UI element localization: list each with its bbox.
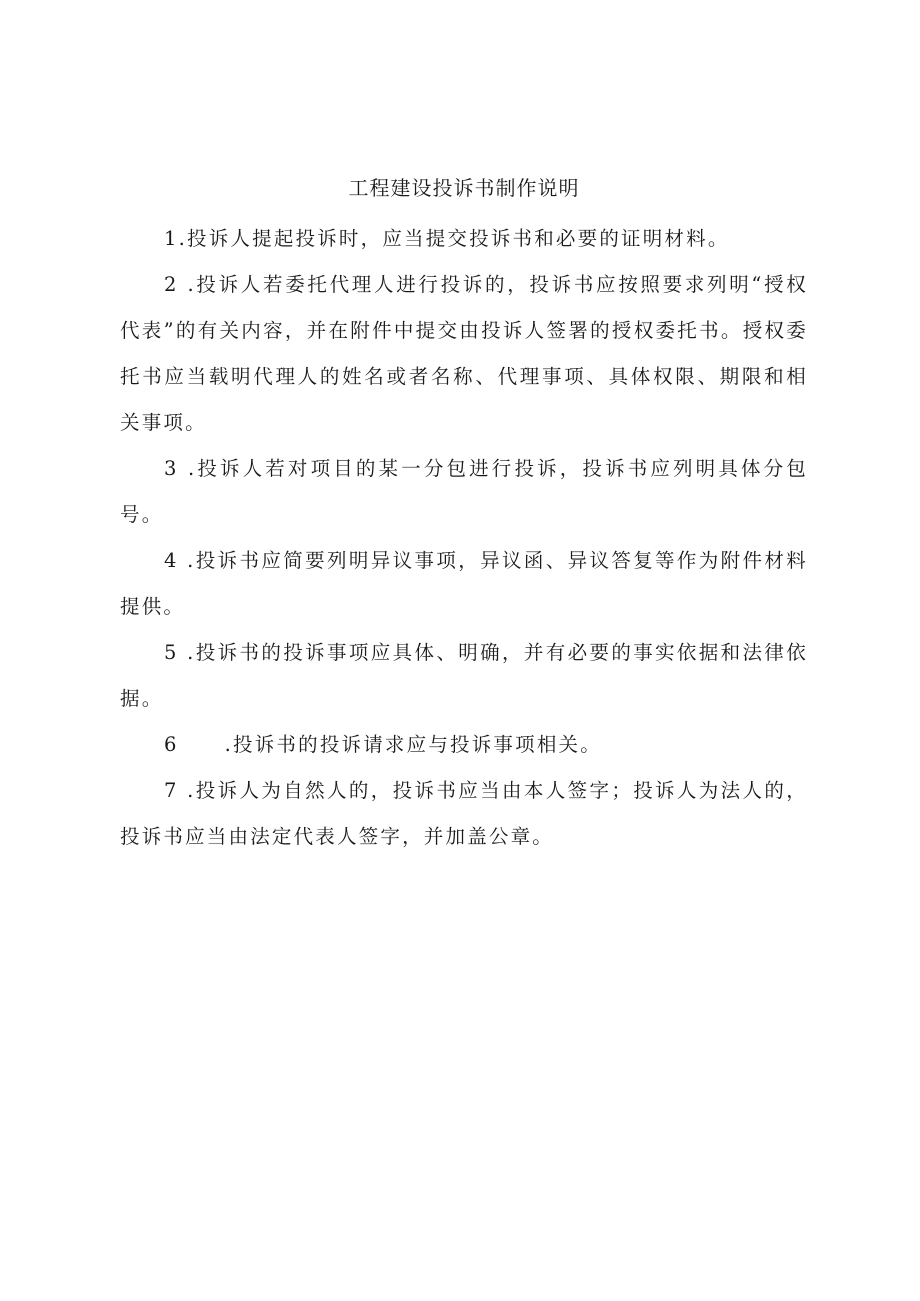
document-page xyxy=(120,168,808,860)
item-text: 投诉书的投诉请求应与投诉事项相关。 xyxy=(233,733,602,756)
item-number: 3 . xyxy=(164,457,197,480)
instruction-item-4 xyxy=(120,538,808,630)
item-text: 投诉人若委托代理人进行投诉的，投诉书应按照要求列明“授权代表”的有关内容，并在附件中提交由投诉人签署的授权委托书。授权委托书应当载明代理人的姓名或者名称、代理事项、具体权限、期限和相关事项。 xyxy=(120,273,808,434)
item-text: 投诉书应简要列明异议事项，异议函、异议答复等作为附件材料提供。 xyxy=(120,549,808,618)
item-number: 5 . xyxy=(164,641,196,664)
instruction-item-3 xyxy=(120,446,808,538)
instruction-item-5 xyxy=(120,630,808,722)
item-number: 7 . xyxy=(164,779,196,802)
document-title: 工程建设投诉书制作说明 xyxy=(348,176,580,200)
item-number: 1. xyxy=(164,227,188,250)
item-number: 6 xyxy=(164,733,179,756)
item-text: 投诉人若对项目的某一分包进行投诉，投诉书应列明具体分包号。 xyxy=(120,457,808,526)
item-text: 投诉人提起投诉时，应当提交投诉书和必要的证明材料。 xyxy=(187,227,730,250)
item-number: 4 . xyxy=(164,549,196,572)
item-number: 2 . xyxy=(164,273,196,296)
instruction-item-7 xyxy=(120,768,808,860)
instruction-item-1 xyxy=(120,216,808,262)
item-text: 投诉人为自然人的，投诉书应当由本人签字；投诉人为法人的，投诉书应当由法定代表人签字，并加盖公章。 xyxy=(120,779,808,848)
instruction-item-2 xyxy=(120,262,808,446)
item-text: 投诉书的投诉事项应具体、明确，并有必要的事实依据和法律依据。 xyxy=(120,641,808,710)
instruction-item-6 xyxy=(120,722,808,768)
item-number-suffix: . xyxy=(224,733,234,756)
